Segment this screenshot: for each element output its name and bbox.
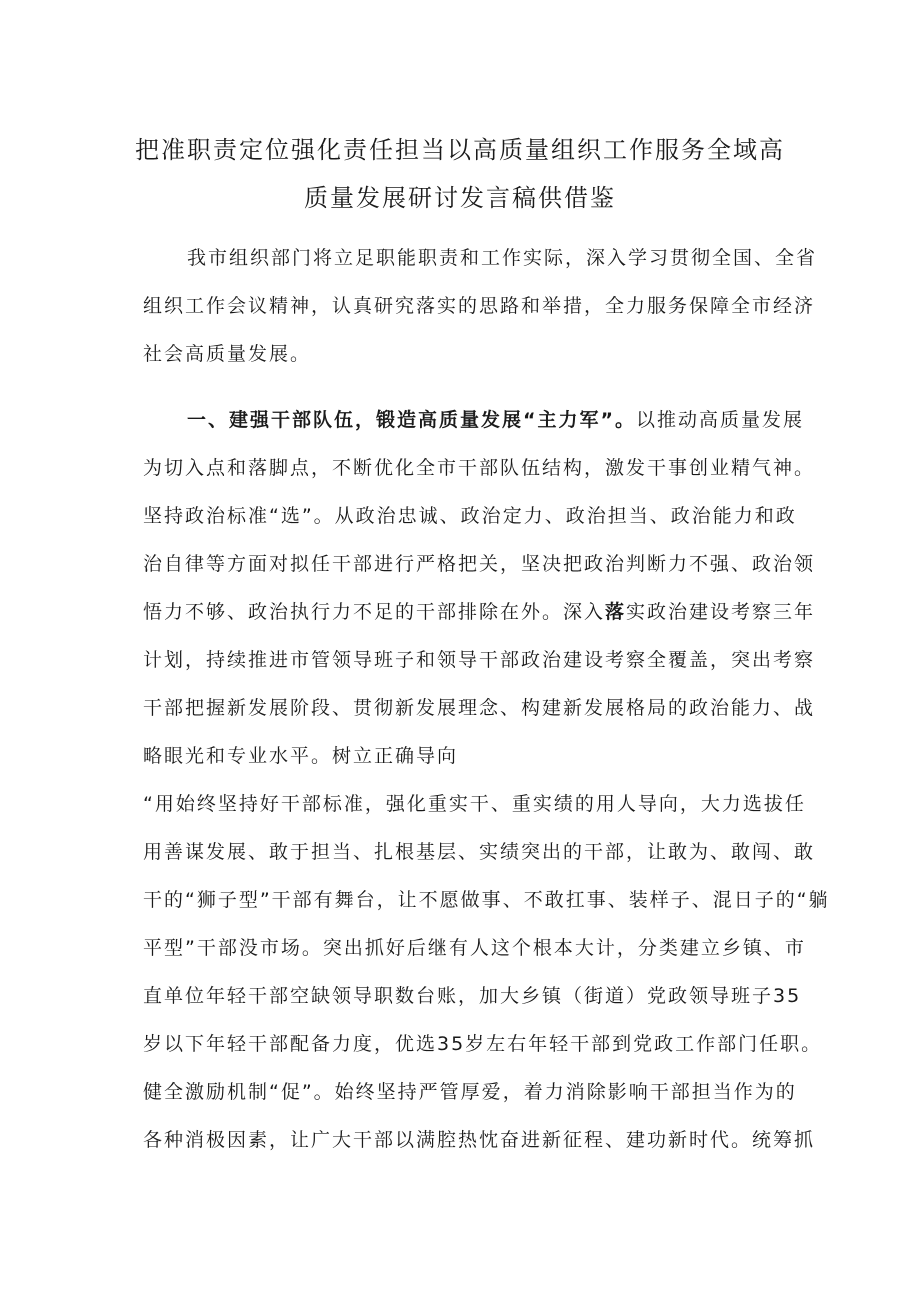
section1-heading-line [143, 396, 804, 444]
bold-char: 落 [605, 601, 627, 623]
body-line-part: 实政治建设考察三年 [626, 601, 816, 623]
intro-line: 社会高质量发展。 [143, 343, 312, 365]
body-line: 计划，持续推进市管领导班子和领导干部政治建设考察全覆盖，突出考察 [143, 649, 816, 671]
section1-heading-tail: 以推动高质量发展 [635, 409, 804, 431]
title-line-1: 把准职责定位强化责任担当以高质量组织工作服务全域高 [135, 136, 785, 164]
intro-paragraph [143, 234, 818, 378]
body-line-part: 悟力不够、政治执行力不足的干部排除在外。深入 [143, 601, 606, 623]
body-line: 各种消极因素，让广大干部以满腔热忱奋进新征程、建功新时代。统筹抓 [143, 1129, 816, 1151]
body-line: 坚持政治标准“选”。从政治忠诚、政治定力、政治担当、政治能力和政 [143, 505, 797, 527]
intro-line: 我市组织部门将立足职能职责和工作实际，深入学习贯彻全国、全省 [187, 247, 818, 269]
body-line: 干的“狮子型”干部有舞台，让不愿做事、不敢扛事、装样子、混日子的“躺 [143, 889, 830, 911]
body-line: 岁以下年轻干部配备力度，优选35岁左右年轻干部到党政工作部门任职。 [143, 1033, 823, 1055]
document-title [130, 126, 790, 222]
body-line: 用善谋发展、敢于担当、扎根基层、实绩突出的干部，让敢为、敢闯、敢 [143, 841, 816, 863]
body-line: 直单位年轻干部空缺领导职数台账，加大乡镇（街道）党政领导班子35 [143, 985, 802, 1007]
body-line: 平型”干部没市场。突出抓好后继有人这个根本大计，分类建立乡镇、市 [143, 937, 806, 959]
section1-paragraph [143, 396, 830, 1164]
body-line: 干部把握新发展阶段、贯彻新发展理念、构建新发展格局的政治能力、战 [143, 697, 816, 719]
body-line-with-bold [143, 588, 816, 636]
body-line: 治自律等方面对拟任干部进行严格把关，坚决把政治判断力不强、政治领 [143, 553, 816, 575]
body-line: 略眼光和专业水平。树立正确导向 [143, 745, 459, 767]
body-line: 健全激励机制“促”。始终坚持严管厚爱，着力消除影响干部担当作为的 [143, 1081, 797, 1103]
body-line: “用始终坚持好干部标准，强化重实干、重实绩的用人导向，大力选拔任 [143, 793, 806, 815]
paragraph-gap [143, 378, 793, 396]
body-line: 为切入点和落脚点，不断优化全市干部队伍结构，激发干事创业精气神。 [143, 457, 816, 479]
title-line-2: 质量发展研讨发言稿供借鉴 [304, 184, 616, 212]
document-body [143, 234, 830, 1164]
section1-heading: 一、建强干部队伍，锻造高质量发展“主力军”。 [187, 409, 636, 431]
intro-line: 组织工作会议精神，认真研究落实的思路和举措，全力服务保障全市经济 [143, 295, 816, 317]
